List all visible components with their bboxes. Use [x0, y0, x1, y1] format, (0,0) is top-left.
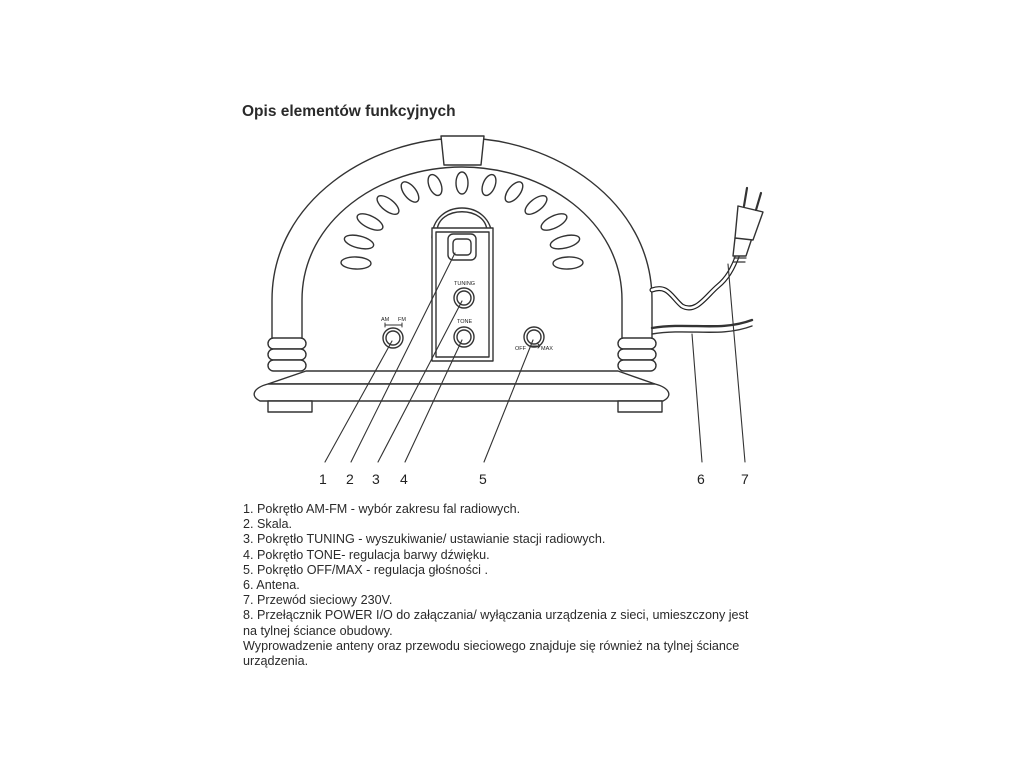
volume-knob	[524, 327, 544, 347]
top-cap	[441, 136, 484, 165]
power-cord	[652, 254, 738, 308]
legend-item: 7. Przewód sieciowy 230V.	[243, 593, 393, 608]
legend-item: Wyprowadzenie anteny oraz przewodu sieciowego znajduje się również na tylnej ściance	[243, 638, 740, 653]
am-fm-knob	[383, 328, 403, 348]
am-label: AM	[381, 317, 390, 323]
legend-item: 1. Pokrętło AM-FM - wybór zakresu fal radiowych.	[243, 502, 521, 516]
leader-line-6	[692, 334, 702, 462]
callout-2: 2	[346, 471, 354, 487]
legend	[243, 502, 803, 669]
legend-item: 8. Przełącznik POWER I/O do załączania/ wyłączania urządzenia z sieci, umieszczony jest	[243, 608, 749, 623]
tuning-knob	[454, 288, 474, 308]
legend-item: 3. Pokrętło TUNING - wyszukiwanie/ ustawianie stacji radiowych.	[243, 532, 606, 547]
max-label: MAX	[541, 346, 553, 352]
callout-3: 3	[372, 471, 380, 487]
off-label: OFF	[515, 346, 526, 352]
legend-item: urządzenia.	[243, 654, 309, 669]
legend-item: 5. Pokrętło OFF/MAX - regulacja głośności .	[243, 562, 488, 577]
legend-item: na tylnej ściance obudowy.	[243, 623, 393, 638]
base-top	[268, 371, 655, 384]
antenna-wire	[652, 320, 752, 328]
callout-6: 6	[697, 471, 705, 487]
callout-7: 7	[741, 471, 749, 487]
power-plug	[733, 188, 763, 262]
leader-line-7	[728, 264, 745, 462]
dial-window	[448, 234, 476, 260]
left-foot	[268, 401, 312, 412]
tone-label: TONE	[457, 319, 473, 325]
tone-knob	[454, 327, 474, 347]
right-column-rings	[618, 338, 656, 371]
right-foot	[618, 401, 662, 412]
legend-item: 2. Skala.	[243, 517, 293, 532]
callout-1: 1	[319, 471, 327, 487]
page-title: Opis elementów funkcyjnych	[242, 103, 456, 120]
callout-4: 4	[400, 471, 408, 487]
leader-lines	[325, 253, 745, 462]
legend-item: 4. Pokrętło TONE- regulacja barwy dźwięku.	[243, 547, 490, 562]
base	[254, 384, 669, 401]
callout-5: 5	[479, 471, 487, 487]
left-column-rings	[268, 338, 306, 371]
legend-item: 6. Antena.	[243, 578, 300, 593]
am-fm-arrow	[385, 323, 402, 327]
fm-label: FM	[398, 317, 406, 323]
tuning-label: TUNING	[454, 281, 476, 287]
